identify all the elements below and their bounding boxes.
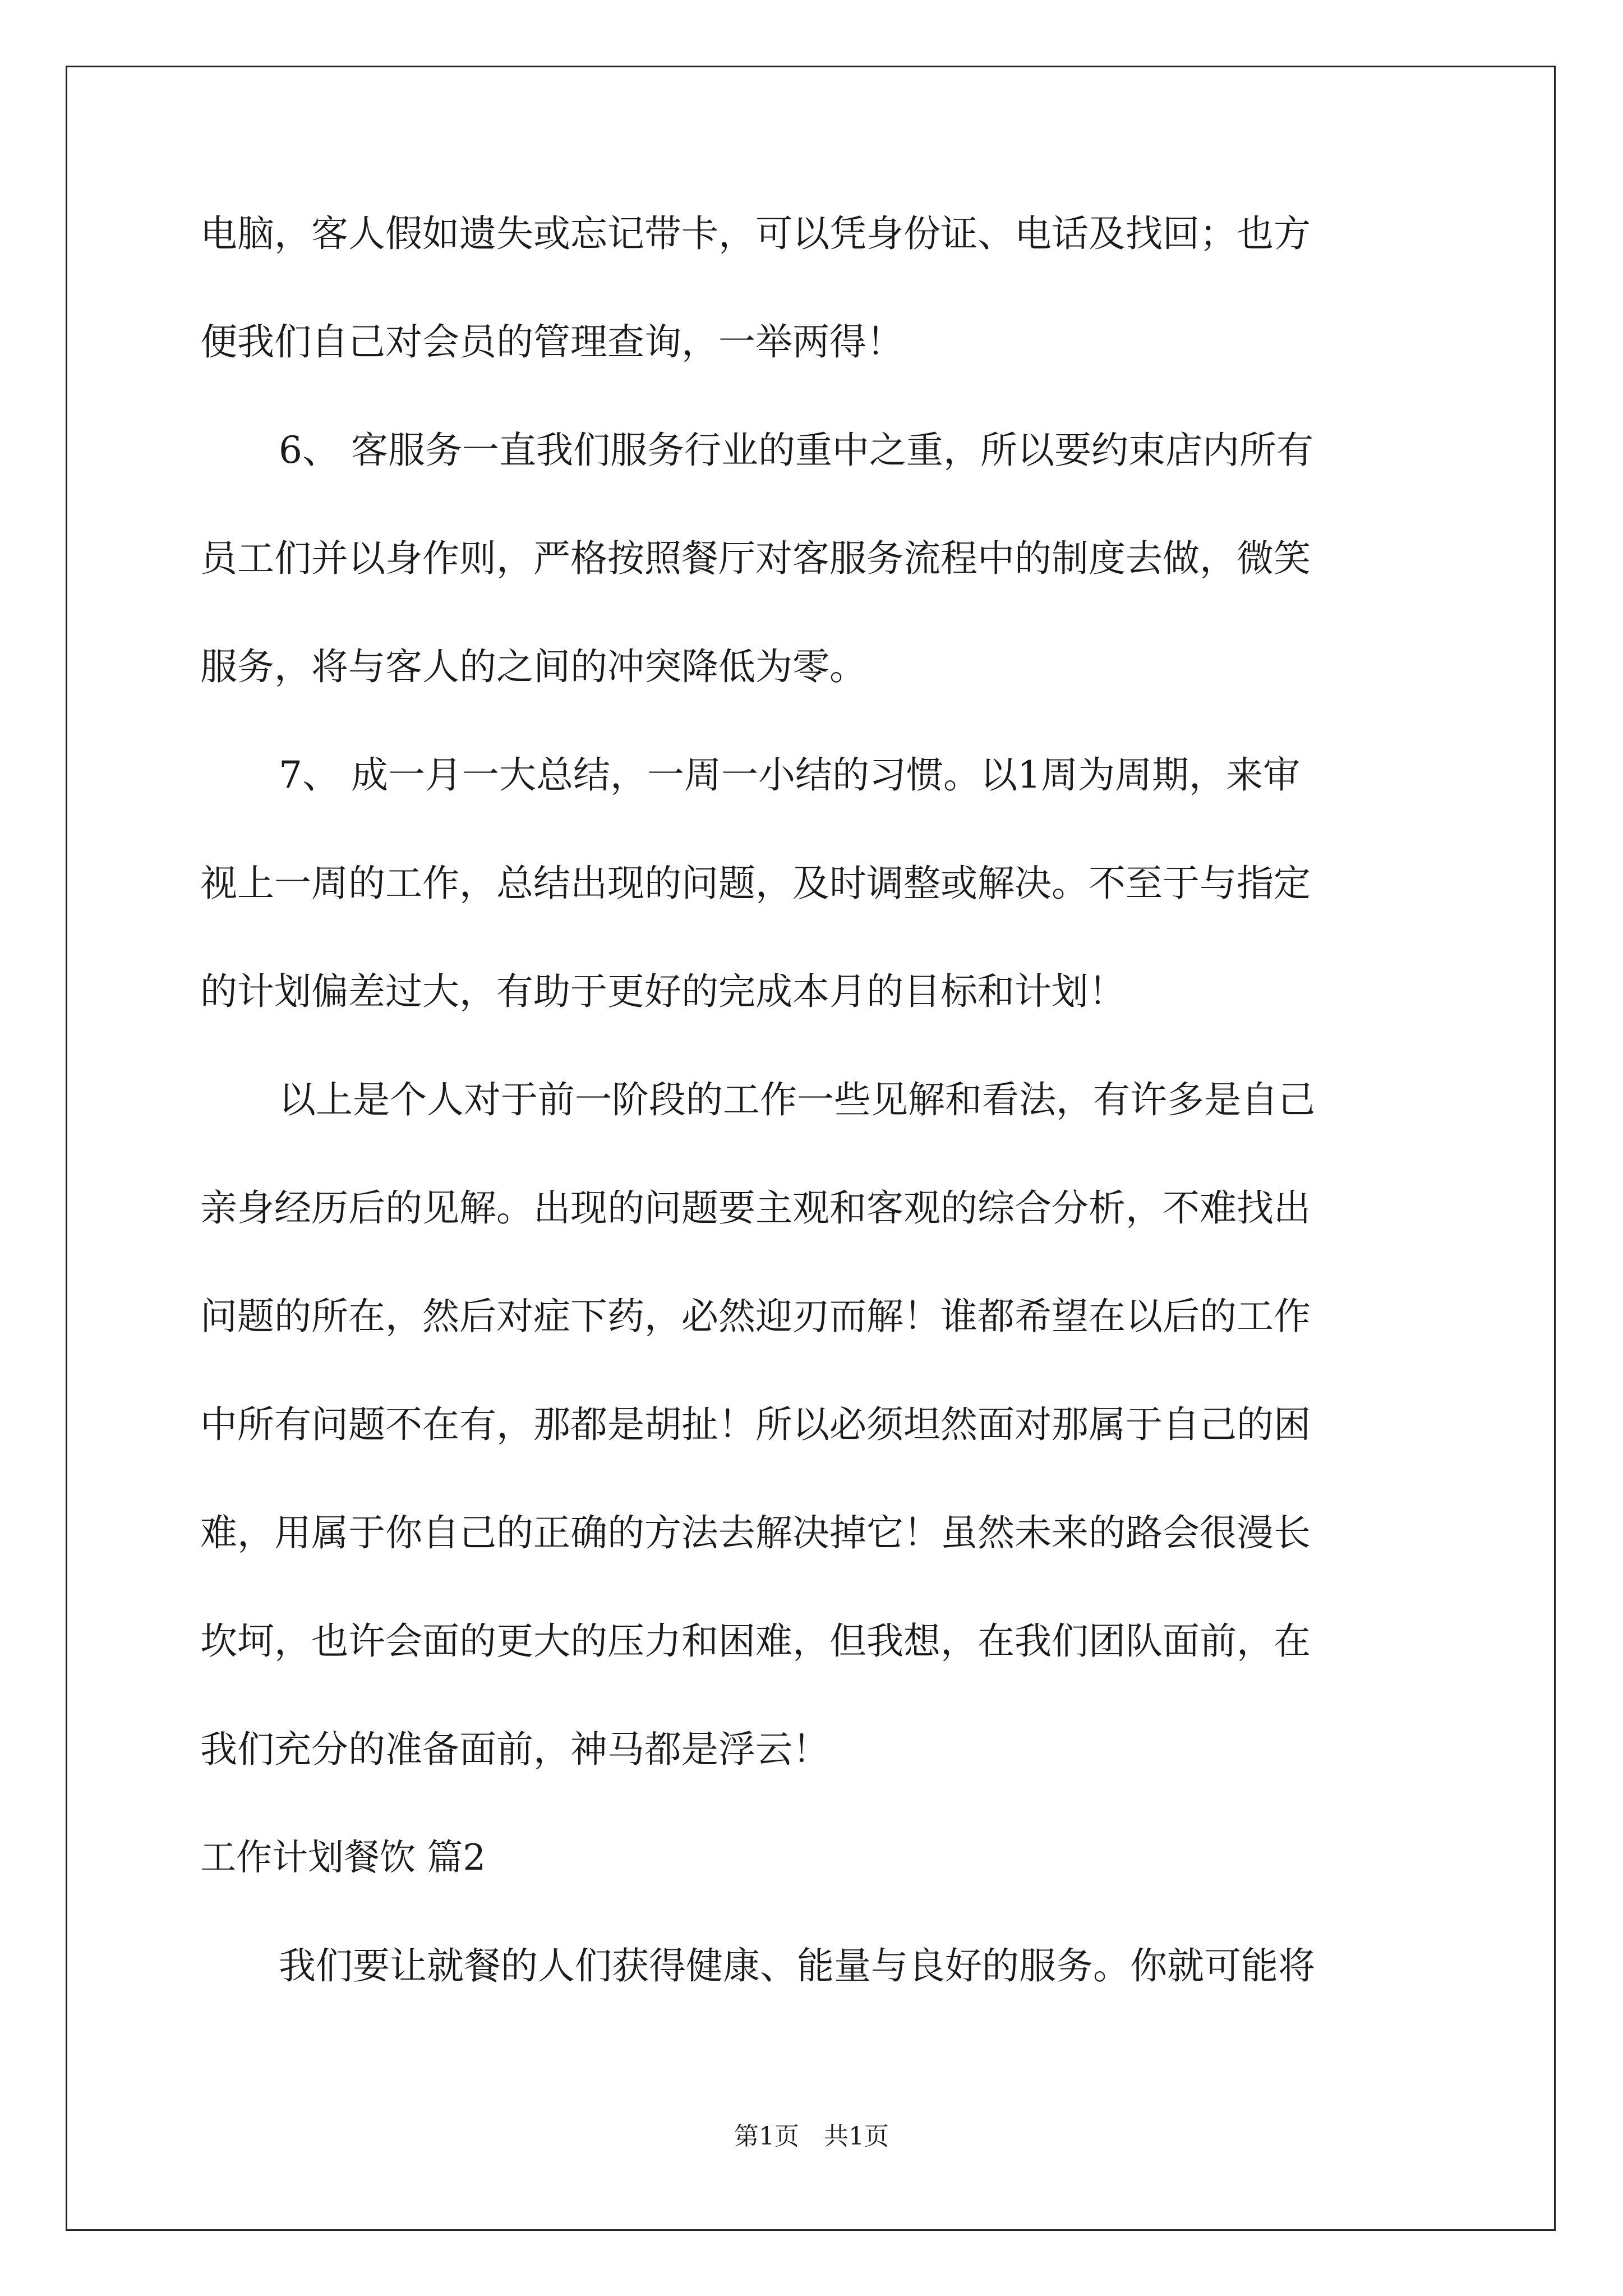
text-line: 视上一周的工作，总结出现的问题，及时调整或解决。不至于与指定 (200, 862, 1311, 905)
document-body (200, 214, 1423, 2054)
text-line: 电脑，客人假如遗失或忘记带卡，可以凭身份证、电话及找回；也方 (200, 212, 1311, 255)
text-line: 问题的所在，然后对症下药，必然迎刃而解！谁都希望在以后的工作 (200, 1295, 1311, 1338)
list-item-7: 7、 成一月一大总结，一周一小结的习惯。以1周为周期，来审 (279, 753, 1300, 797)
text-line: 中所有问题不在有，那都是胡扯！所以必须坦然面对那属于自己的困 (200, 1403, 1311, 1446)
text-line: 难，用属于你自己的正确的方法去解决掉它！虽然未来的路会很漫长 (200, 1511, 1311, 1554)
list-item-6: 6、 客服务一直我们服务行业的重中之重，所以要约束店内所有 (279, 429, 1313, 472)
paragraph-start: 我们要让就餐的人们获得健康、能量与良好的服务。你就可能将 (279, 1944, 1315, 1987)
page-number-footer: 第1页 共1页 (734, 2122, 889, 2151)
text-line: 坎坷，也许会面的更大的压力和困难，但我想，在我们团队面前，在 (200, 1619, 1311, 1663)
text-line: 员工们并以身作则，严格按照餐厅对客服务流程中的制度去做，微笑 (200, 537, 1311, 580)
text-line: 的计划偏差过大，有助于更好的完成本月的目标和计划！ (200, 970, 1126, 1013)
text-line: 服务，将与客人的之间的冲突降低为零。 (200, 645, 866, 688)
text-line: 便我们自己对会员的管理查询，一举两得！ (200, 320, 903, 364)
section-heading: 工作计划餐饮 篇2 (200, 1837, 486, 1879)
paragraph-start: 以上是个人对于前一阶段的工作一些见解和看法，有许多是自己 (279, 1078, 1315, 1121)
text-line: 亲身经历后的见解。出现的问题要主观和客观的综合分析，不难找出 (200, 1186, 1311, 1230)
text-line: 我们充分的准备面前，神马都是浮云！ (200, 1728, 829, 1771)
